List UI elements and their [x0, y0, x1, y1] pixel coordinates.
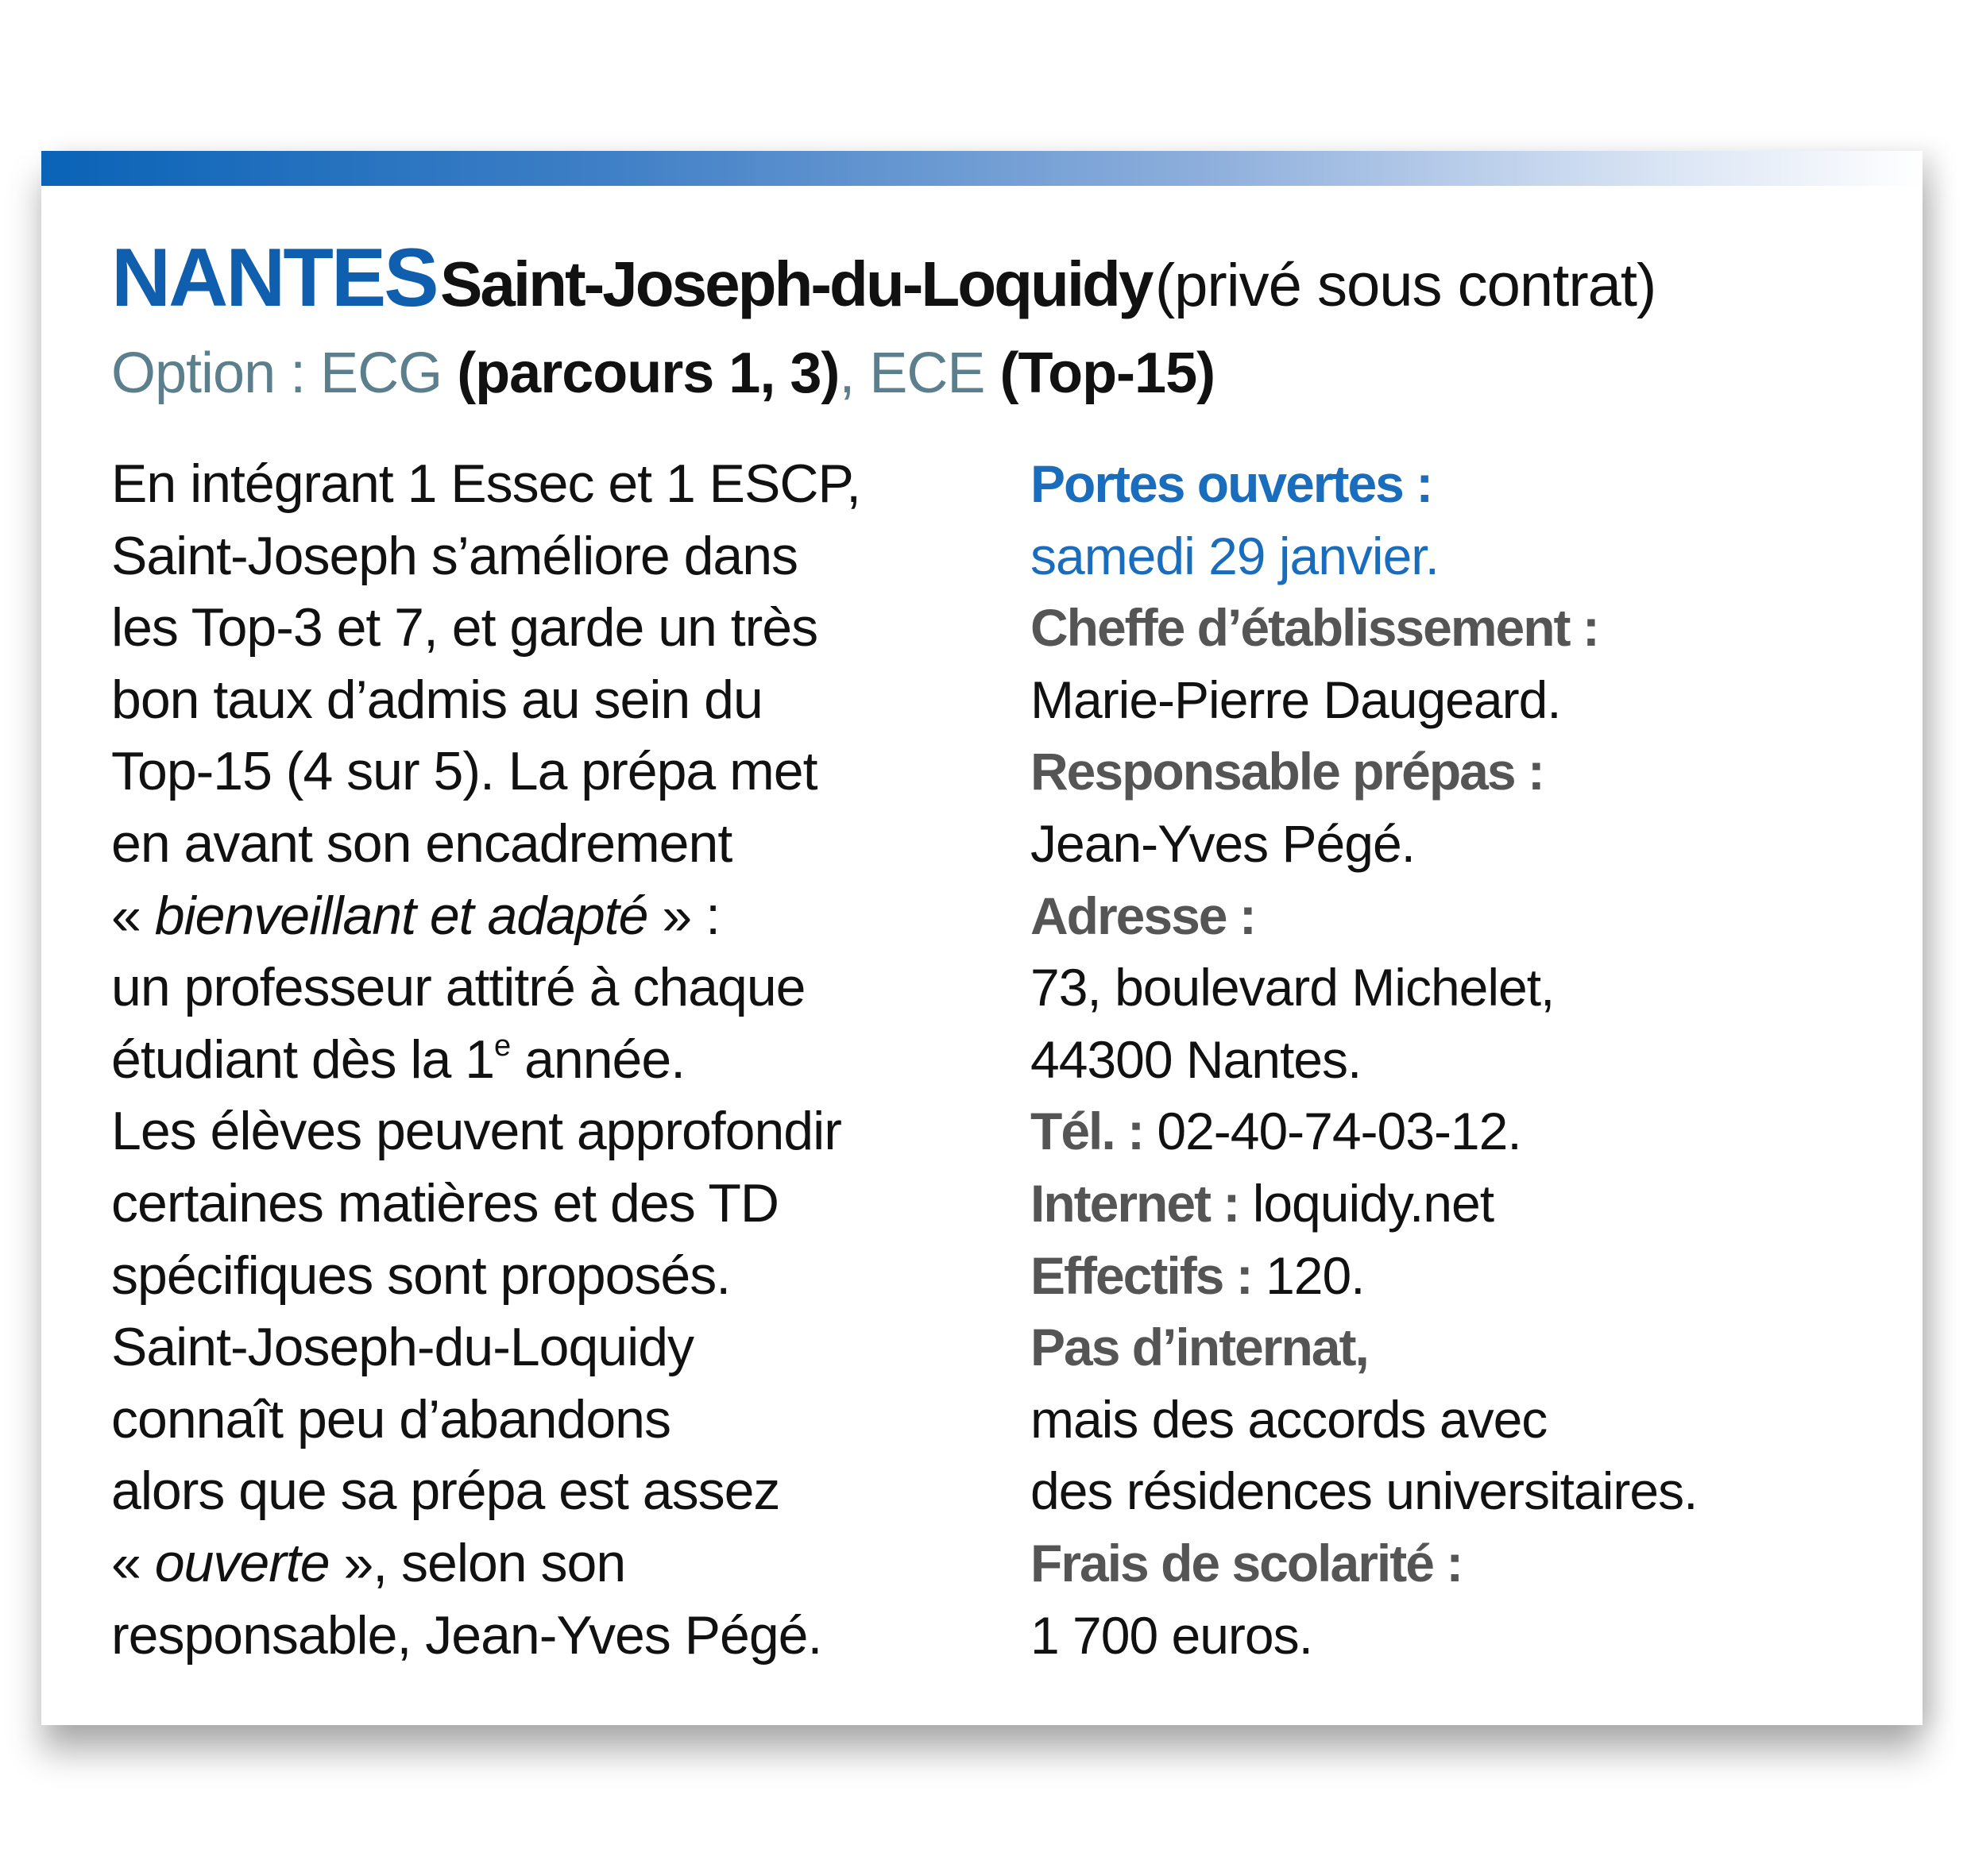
school-card: [41, 151, 1923, 1725]
open-days-label: Portes ouvertes :: [1030, 454, 1432, 513]
option-label: Option :: [111, 342, 306, 405]
fees-label: Frais de scolarité :: [1030, 1533, 1463, 1592]
option-ecg-detail: (parcours 1, 3): [457, 342, 840, 405]
description-text: [111, 448, 1017, 1671]
body-line: Saint-Joseph s’améliore dans: [111, 525, 798, 586]
quote-open: «: [111, 885, 141, 946]
staff-value: 120.: [1266, 1245, 1365, 1305]
prep-manager-label: Responsable prépas :: [1030, 742, 1544, 801]
website-value: loquidy.net: [1252, 1173, 1494, 1233]
body-line-quote: [111, 1527, 1017, 1600]
boarding-label: Pas d’internat,: [1030, 1318, 1368, 1377]
ordinal-superscript: e: [494, 1029, 511, 1063]
body-line: un professeur attitré à chaque: [111, 957, 806, 1018]
body-line: les Top-3 et 7, et garde un très: [111, 597, 818, 658]
body-line: En intégrant 1 Essec et 1 ESCP,: [111, 454, 860, 514]
body-line: Les élèves peuvent approfondir: [111, 1101, 841, 1162]
staff-row: [1030, 1240, 1904, 1312]
option-ece: ECE: [869, 342, 985, 405]
school-name: Saint-Joseph-du-Loquidy: [440, 249, 1152, 319]
address-label: Adresse :: [1030, 886, 1255, 945]
body-line: spécifiques sont proposés.: [111, 1245, 731, 1306]
open-days-value: samedi 29 janvier.: [1030, 526, 1439, 585]
body-line: connaît peu d’abandons: [111, 1388, 671, 1449]
quote-close: », selon son: [343, 1532, 626, 1593]
body-line: responsable, Jean-Yves Pégé.: [111, 1604, 822, 1666]
body-line: en avant son encadrement: [111, 813, 732, 874]
head-label: Cheffe d’établissement :: [1030, 598, 1598, 658]
school-status: (privé sous contrat): [1154, 252, 1656, 319]
option-separator: ,: [839, 342, 855, 405]
option-ecg: ECG: [320, 342, 443, 405]
info-sidebar: [1030, 448, 1904, 1671]
quote-close: » :: [662, 885, 720, 946]
ordinal-text: étudiant dès la 1: [111, 1029, 495, 1090]
staff-label: Effectifs :: [1030, 1245, 1252, 1305]
option-ece-detail: (Top-15): [999, 342, 1215, 405]
boarding-line-1: mais des accords avec: [1030, 1389, 1548, 1449]
head-value: Marie-Pierre Daugeard.: [1030, 670, 1561, 729]
body-line: Top-15 (4 sur 5). La prépa met: [111, 741, 817, 802]
body-line: Saint-Joseph-du-Loquidy: [111, 1317, 694, 1378]
body-line: bon taux d’admis au sein du: [111, 669, 763, 730]
option-line: [111, 334, 1907, 413]
body-line-quote: [111, 880, 1017, 952]
card-header: [111, 230, 1907, 350]
boarding-line-2: des résidences universitaires.: [1030, 1461, 1698, 1521]
top-gradient-bar: [41, 151, 1923, 186]
body-line: certaines matières et des TD: [111, 1172, 779, 1233]
phone-label: Tél. :: [1030, 1102, 1144, 1161]
fees-value: 1 700 euros.: [1030, 1605, 1312, 1665]
quote-open: «: [111, 1532, 141, 1593]
prep-manager-value: Jean-Yves Pégé.: [1030, 813, 1415, 873]
body-line: alors que sa prépa est assez: [111, 1461, 780, 1522]
quote-text: bienveillant et adapté: [154, 885, 648, 946]
phone-row: [1030, 1095, 1904, 1168]
quote-text: ouverte: [154, 1532, 330, 1593]
website-label: Internet :: [1030, 1173, 1239, 1233]
address-line-1: 73, boulevard Michelet,: [1030, 958, 1555, 1017]
body-line-ordinal: [111, 1024, 1017, 1096]
website-row: [1030, 1168, 1904, 1240]
address-line-2: 44300 Nantes.: [1030, 1029, 1362, 1089]
ordinal-rest: année.: [524, 1029, 686, 1090]
phone-value: 02-40-74-03-12.: [1157, 1102, 1521, 1161]
city-name: NANTES: [111, 232, 437, 324]
